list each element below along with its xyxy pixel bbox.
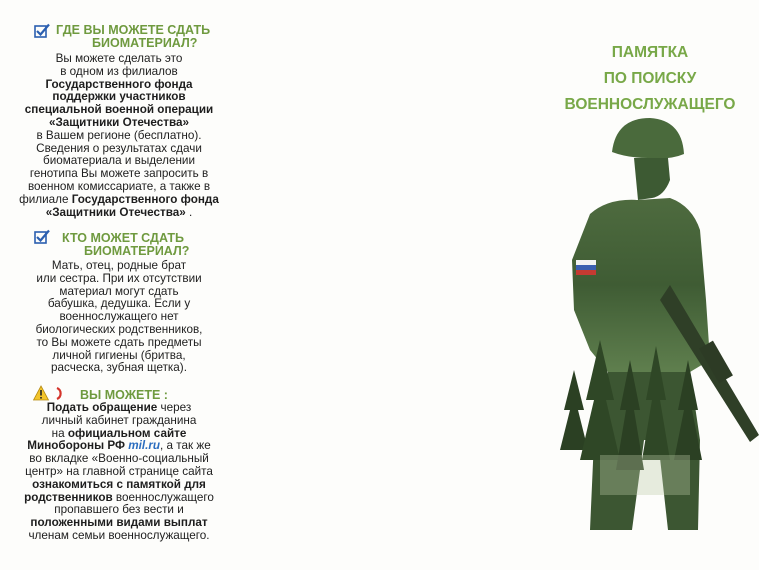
text-run: в одном из филиалов bbox=[60, 64, 178, 78]
text-run: центр» на главной странице сайта bbox=[25, 464, 213, 478]
cover-title-line: ВОЕННОСЛУЖАЩЕГО bbox=[564, 96, 736, 113]
text-run: Подать обращение bbox=[46, 401, 158, 414]
body-line bbox=[0, 362, 269, 375]
body-line bbox=[0, 530, 269, 543]
checkbox-check-icon bbox=[34, 23, 50, 39]
text-run: Вы можете сделать это bbox=[55, 52, 183, 65]
text-run: пропавшего без вести и bbox=[54, 503, 184, 517]
text-run: личной гигиены (бритва, bbox=[52, 348, 186, 362]
text-run: положенными видами выплат bbox=[30, 516, 208, 530]
text-run: «Защитники Отечества» bbox=[45, 205, 186, 219]
text-run: Мать, отец, родные брат bbox=[51, 259, 187, 272]
warning-icon bbox=[33, 385, 69, 401]
text-run: военном комиссариате, а также в bbox=[27, 179, 211, 193]
text-run: военнослужащего bbox=[112, 490, 214, 504]
checkbox-check-icon bbox=[34, 229, 50, 245]
text-run: расческа, зубная щетка). bbox=[51, 361, 187, 375]
text-run: родственников bbox=[24, 490, 113, 504]
cover-title-line: ПАМЯТКА bbox=[611, 44, 689, 61]
text-run: генотипа Вы можете запросить в bbox=[29, 167, 209, 181]
text-run: Сведения о результатах сдачи bbox=[36, 141, 202, 155]
text-run: «Защитники Отечества» bbox=[48, 115, 190, 129]
text-run: биоматериала и выделении bbox=[43, 154, 195, 168]
text-run: членам семьи военнослужащего. bbox=[28, 528, 210, 542]
text-run: бабушка, дедушка. Если у bbox=[47, 297, 191, 311]
section3-heading: ВЫ МОЖЕТЕ : bbox=[80, 388, 168, 402]
text-run: материал могут сдать bbox=[59, 284, 179, 298]
text-run: специальной военной операции bbox=[24, 103, 214, 117]
text-run: биологических родственников, bbox=[35, 322, 203, 336]
text-run: на bbox=[51, 426, 68, 440]
section2-heading: КТО МОЖЕТ СДАТЬ БИОМАТЕРИАЛ? bbox=[62, 231, 190, 258]
text-run: Государственного фонда bbox=[71, 192, 219, 206]
text-run: официальном сайте bbox=[67, 426, 187, 440]
text-run: Государственного фонда bbox=[45, 77, 193, 91]
text-run: филиале bbox=[19, 192, 72, 206]
text-run: военнослужащего нет bbox=[59, 310, 179, 324]
section2-body bbox=[0, 260, 269, 375]
text-run: . bbox=[185, 205, 193, 219]
text-run: то Вы можете сдать предметы bbox=[36, 335, 202, 349]
mil-ru-link[interactable]: mil.ru bbox=[128, 439, 161, 453]
soldier-forest-illustration bbox=[560, 110, 759, 540]
text-run: , а так же bbox=[160, 439, 211, 453]
text-run: или сестра. При их отсутствии bbox=[36, 271, 202, 285]
text-run: Минобороны РФ bbox=[27, 439, 125, 453]
text-run: ознакомиться с памяткой для bbox=[32, 477, 206, 491]
text-run: в Вашем регионе (бесплатно). bbox=[36, 128, 202, 142]
section1-heading: ГДЕ ВЫ МОЖЕТЕ СДАТЬ БИОМАТЕРИАЛ? bbox=[56, 23, 211, 50]
cover-title bbox=[520, 40, 759, 118]
section1-body bbox=[0, 53, 269, 219]
text-run: во вкладке «Военно-социальный bbox=[29, 452, 209, 466]
body-line bbox=[0, 207, 269, 220]
cover-title-line: ПО ПОИСКУ bbox=[603, 70, 697, 87]
text-run: через bbox=[157, 401, 192, 414]
text-run: поддержки участников bbox=[52, 90, 186, 104]
section3-body bbox=[0, 402, 269, 543]
text-run: личный кабинет гражданина bbox=[41, 413, 197, 427]
